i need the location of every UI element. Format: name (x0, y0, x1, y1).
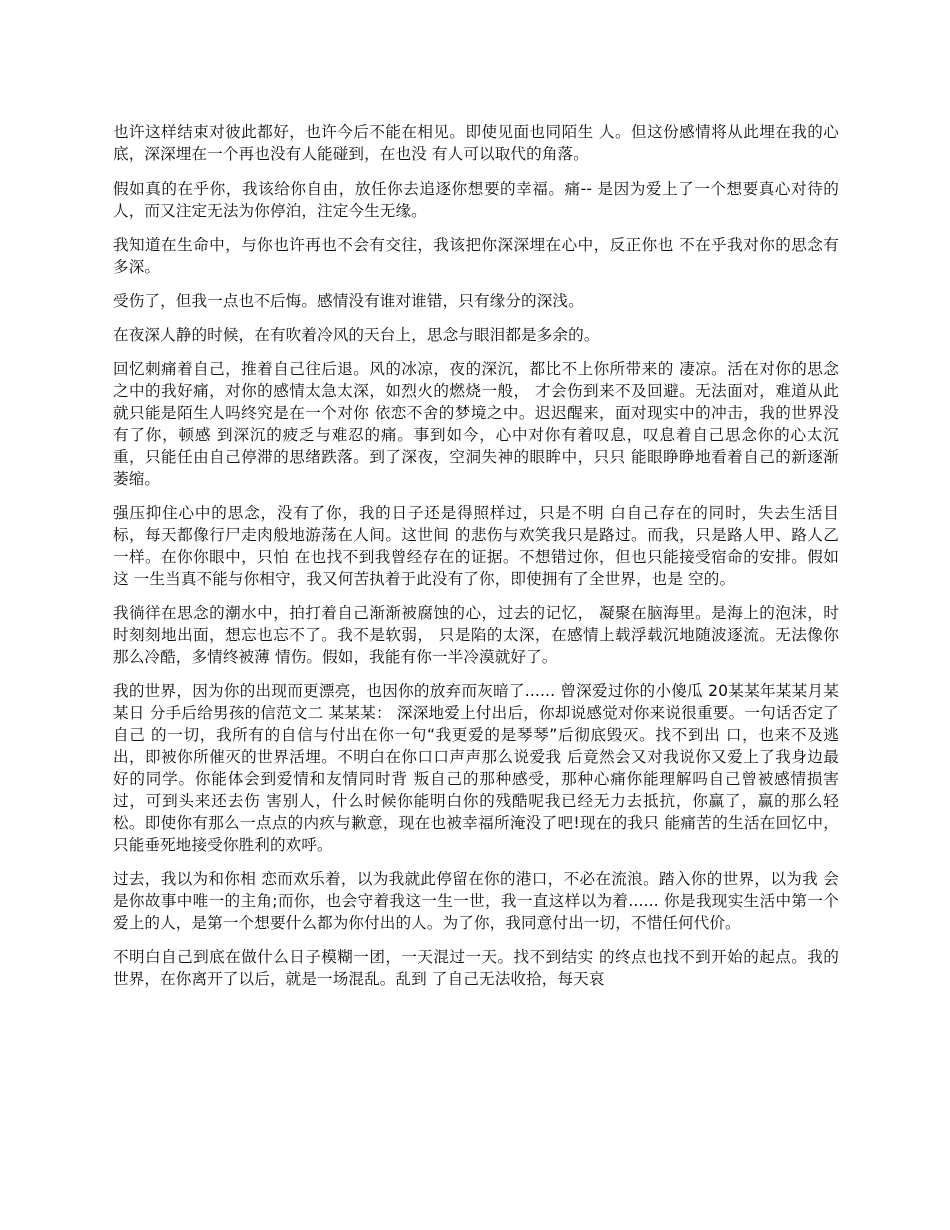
paragraph-6: 回忆刺痛着自己，推着自己往后退。风的冰凉，夜的深沉，都比不上你所带来的 凄凉。活在对你的思念之中的我好痛，对你的感情太急太深，如烈火的燃烧一般， 才会伤到来不及回避。无法面对，难道从此就只能是陌生人吗终究是在一个对你 依恋不舍的梦境之中。迟迟醒来，面对现实中的冲击，我的世界没有了你，顿感 到深沉的疲乏与难忍的痛。事到如今，心中对你有着叹息，叹息着自己思念你的心太沉重，只能任由自己停滞的思绪跌落。到了深夜，空洞失神的眼眸中，只只 能眼睁睁地看着自己的新逐渐萎缩。 (113, 360, 839, 488)
paragraph-9: 我的世界，因为你的出现而更漂亮，也因你的放弃而灰暗了...... 曾深爱过你的小傻瓜 20某某年某某月某某日 分手后给男孩的信范文二 某某某： 深深地爱上付出后，你却说感觉对你来说很重要。一句话否定了自己 的一切，我所有的自信与付出在你一句“我更爱的是琴琴”后彻底毁灭。找不到出 口，也来不及逃出，即被你所催灭的世界活埋。不明白在你口口声声那么说爱我 后竟然会又对我说你又爱上了我身边最好的同学。你能体会到爱情和友情同时背 叛自己的那种感受，那种心痛你能理解吗自己曾被感情损害过，可到头来还去伤 害别人，什么时候你能明白你的残酷呢我已经无力去抵抗，你赢了，赢的那么轻松。即使你有那么一点点的内疚与歉意，现在也被幸福所淹没了吧!现在的我只 能痛苦的生活在回忆中，只能垂死地接受你胜利的欢呼。 (113, 682, 839, 854)
paragraph-1: 也许这样结束对彼此都好，也许今后不能在相见。即使见面也同陌生 人。但这份感情将从此埋在我的心底，深深埋在一个再也没有人能碰到，在也没 有人可以取代的角落。 (113, 123, 839, 163)
paragraph-10: 过去，我以为和你相 恋而欢乐着，以为我就此停留在你的港口，不必在流浪。踏入你的世界，以为我 会是你故事中唯一的主角;而你，也会守着我这一生一世，我一直这样以为着...... 你是我现实生活中第一个爱上的人，是第一个想要什么都为你付出的人。为了你，我同意付出一切，不惜任何代价。 (113, 870, 839, 932)
paragraph-2: 假如真的在乎你，我该给你自由，放任你去追逐你想要的幸福。痛-- 是因为爱上了一个想要真心对待的人，而又注定无法为你停泊，注定今生无缘。 (113, 180, 839, 220)
paragraph-5: 在夜深人静的时候，在有吹着冷风的天台上，思念与眼泪都是多余的。 (113, 326, 600, 344)
paragraph-11: 不明白自己到底在做什么日子模糊一团，一天混过一天。找不到结实 的终点也找不到开始的起点。我的世界，在你离开了以后，就是一场混乱。乱到 了自己无法收拾，每天哀 (113, 948, 839, 988)
paragraph-4: 受伤了，但我一点也不后悔。感情没有谁对谁错，只有缘分的深浅。 (113, 292, 584, 310)
document-body (113, 121, 839, 1002)
paragraph-3: 我知道在生命中，与你也许再也不会有交往，我该把你深深埋在心中，反正你也 不在乎我对你的思念有多深。 (113, 236, 839, 276)
paragraph-7: 强压抑住心中的思念，没有了你，我的日子还是得照样过，只是不明 白自己存在的同时，失去生活目标，每天都像行尸走肉般地游荡在人间。这世间 的悲伤与欢笑我只是路过。而我，只是路人甲、路人乙一样。在你你眼中，只怕 在也找不到我曾经存在的证据。不想错过你，但也只能接受宿命的安排。假如这 一生当真不能与你相守，我又何苦执着于此没有了你，即使拥有了全世界，也是 空的。 (113, 504, 839, 588)
paragraph-8: 我徜徉在思念的潮水中，拍打着自己渐渐被腐蚀的心，过去的记忆， 凝聚在脑海里。是海上的泡沫，时时刻刻地出面，想忘也忘不了。我不是软弱， 只是陷的太深，在感情上载浮载沉地随波逐流。无法像你那么冷酷，多情终被薄 情伤。假如，我能有你一半冷漠就好了。 (113, 604, 839, 666)
